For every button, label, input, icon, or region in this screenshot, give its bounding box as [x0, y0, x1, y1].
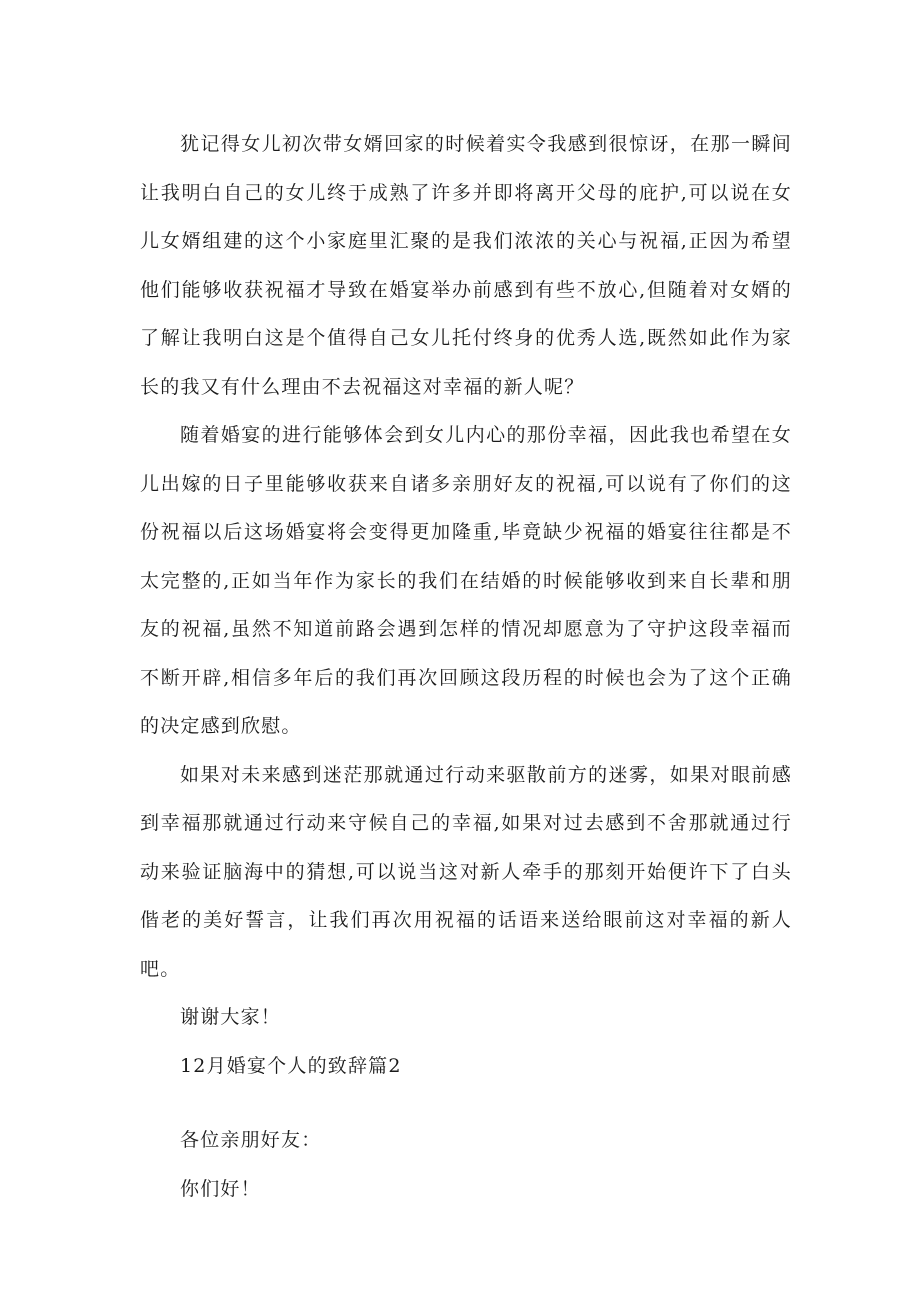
greeting-line: 各位亲朋好友： — [180, 1129, 322, 1151]
thanks-line: 谢谢大家！ — [180, 1006, 282, 1028]
paragraph-3: 如果对未来感到迷茫那就通过行动来驱散前方的迷雾，如果对眼前感到幸福那就通过行动来守候自己的幸福,如果对过去感到不舍那就通过行动来验证脑海中的猜想,可以说当这对新人牵手的那刻开始便许下了白头偕老的美好誓言，让我们再次用祝福的话语来送给眼前这对幸福的新人吧。 — [140, 763, 792, 980]
spacer — [140, 1090, 792, 1116]
section-title: 12月婚宴个人的致辞篇2 — [180, 1054, 402, 1077]
document-body — [140, 120, 792, 1213]
paragraph-2: 随着婚宴的进行能够体会到女儿内心的那份幸福，因此我也希望在女儿出嫁的日子里能够收获来自诸多亲朋好友的祝福,可以说有了你们的这份祝福以后这场婚宴将会变得更加隆重,毕竟缺少祝福的婚宴往往都是不太完整的,正如当年作为家长的我们在结婚的时候能够收到来自长辈和朋友的祝福,虽然不知道前路会遇到怎样的情况却愿意为了守护这段幸福而不断开辟,相信多年后的我们再次回顾这段历程的时候也会为了这个正确的决定感到欣慰。 — [140, 424, 792, 737]
hello-line: 你们好！ — [180, 1177, 261, 1200]
paragraph-1: 犹记得女儿初次带女婿回家的时候着实令我感到很惊讶，在那一瞬间让我明白自己的女儿终于成熟了许多并即将离开父母的庇护,可以说在女儿女婿组建的这个小家庭里汇聚的是我们浓浓的关心与祝福,正因为希望他们能够收获祝福才导致在婚宴举办前感到有些不放心,但随着对女婿的了解让我明白这是个值得自己女儿托付终身的优秀人选,既然如此作为家长的我又有什么理由不去祝福这对幸福的新人呢？ — [140, 133, 792, 398]
